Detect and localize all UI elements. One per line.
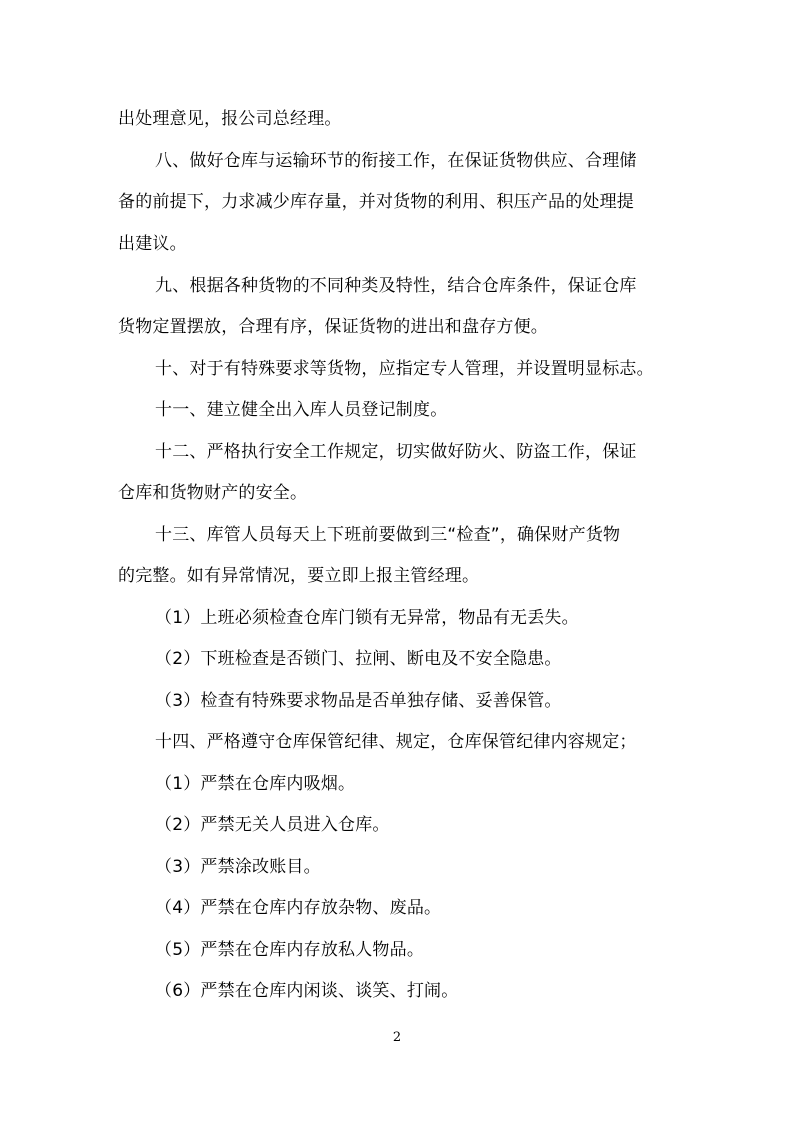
text-line: 出处理意见，报公司总经理。 [118, 109, 342, 129]
list-item: （5）严禁在仓库内存放私人物品。 [155, 940, 425, 960]
text-line: 九、根据各种货物的不同种类及特性，结合仓库条件，保证仓库 [155, 276, 637, 296]
text-line: 十、对于有特殊要求等货物，应指定专人管理，并设置明显标志。 [155, 359, 654, 379]
text-line: 十二、严格执行安全工作规定，切实做好防火、防盗工作，保证 [155, 442, 637, 462]
text-line: 货物定置摆放，合理有序，保证货物的进出和盘存方便。 [118, 317, 548, 337]
list-item: （6）严禁在仓库内闲谈、谈笑、打闹。 [155, 981, 459, 1001]
list-item: （3）严禁涂改账目。 [155, 857, 321, 877]
text-line: 备的前提下，力求减少库存量，并对货物的利用、积压产品的处理提 [118, 192, 634, 212]
text-line: 的完整。如有异常情况，要立即上报主管经理。 [118, 566, 480, 586]
text-line: 十三、库管人员每天上下班前要做到三“检查”，确保财产货物 [155, 525, 621, 545]
list-item: （2）严禁无关人员进入仓库。 [155, 815, 390, 835]
page-number: 2 [392, 1030, 402, 1045]
list-item: （1）上班必须检查仓库门锁有无异常，物品有无丢失。 [155, 608, 579, 628]
list-item: （3）检查有特殊要求物品是否单独存储、妥善保管。 [155, 691, 562, 711]
list-item: （2）下班检查是否锁门、拉闸、断电及不安全隐患。 [155, 649, 562, 669]
text-line: 仓库和货物财产的安全。 [118, 483, 308, 503]
text-line: 八、做好仓库与运输环节的衔接工作，在保证货物供应、合理储 [155, 151, 637, 171]
text-line: 十一、建立健全出入库人员登记制度。 [155, 400, 448, 420]
list-item: （1）严禁在仓库内吸烟。 [155, 774, 356, 794]
list-item: （4）严禁在仓库内存放杂物、废品。 [155, 898, 442, 918]
text-line: 十四、严格遵守仓库保管纪律、规定，仓库保管纪律内容规定； [155, 732, 637, 752]
text-line: 出建议。 [118, 234, 187, 254]
